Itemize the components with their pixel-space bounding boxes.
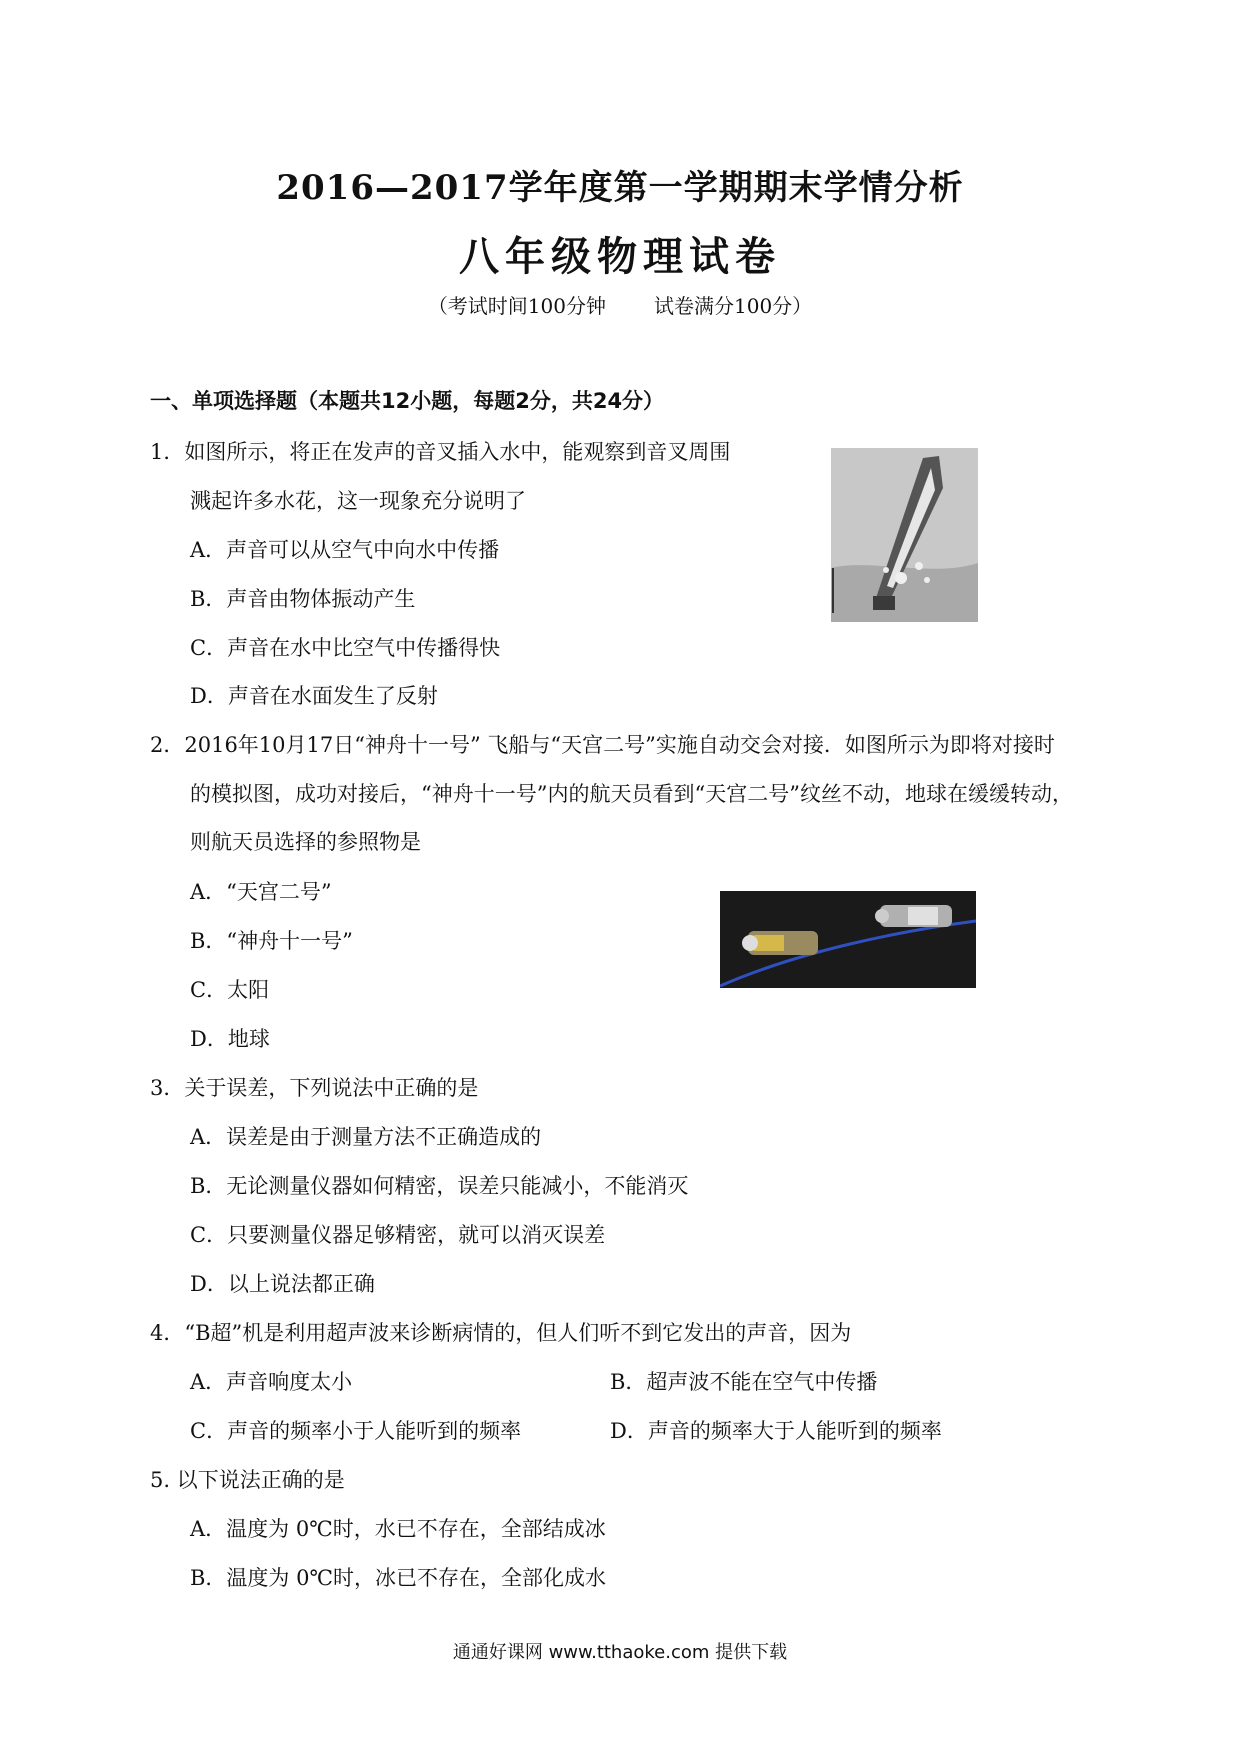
question-2-option-b: B．“神舟十一号” xyxy=(190,929,353,953)
full-score: 试卷满分100分） xyxy=(654,294,813,318)
question-5-option-a: A．温度为 0℃时，水已不存在，全部结成冰 xyxy=(190,1517,606,1541)
question-3-option-d: D．以上说法都正确 xyxy=(190,1272,375,1296)
subject-title: 八年级物理试卷 xyxy=(459,234,781,280)
question-2-option-a: A．“天宫二号” xyxy=(190,880,332,904)
question-4-option-c: C．声音的频率小于人能听到的频率 xyxy=(190,1419,522,1443)
spacecraft-docking-image xyxy=(720,891,976,988)
question-4-option-a: A．声音响度太小 xyxy=(190,1370,353,1394)
question-3-option-c: C．只要测量仪器足够精密，就可以消灭误差 xyxy=(190,1223,606,1247)
question-1-option-d: D．声音在水面发生了反射 xyxy=(190,684,438,708)
question-4-stem-line-1: 4．“B超”机是利用超声波来诊断病情的，但人们听不到它发出的声音，因为 xyxy=(150,1321,852,1345)
section-heading: 一、单项选择题（本题共12小题，每题2分，共24分） xyxy=(150,389,665,413)
question-3-option-b: B．无论测量仪器如何精密，误差只能减小，不能消灭 xyxy=(190,1174,689,1198)
question-1-option-b: B．声音由物体振动产生 xyxy=(190,587,416,611)
exam-time: （考试时间100分钟 xyxy=(427,294,606,318)
exam-title: 2016—2017学年度第一学期期末学情分析 xyxy=(276,168,964,208)
question-2-option-d: D．地球 xyxy=(190,1027,270,1051)
question-1-option-a: A．声音可以从空气中向水中传播 xyxy=(190,538,500,562)
question-3-option-a: A．误差是由于测量方法不正确造成的 xyxy=(190,1125,542,1149)
question-4-option-b: B．超声波不能在空气中传播 xyxy=(610,1370,878,1394)
question-4-option-d: D．声音的频率大于人能听到的频率 xyxy=(610,1419,942,1443)
exam-info xyxy=(0,290,1240,319)
question-2-stem-line-2: 的模拟图，成功对接后，“神舟十一号”内的航天员看到“天宫二号”纹丝不动，地球在缓缓转动， xyxy=(190,782,1073,806)
footer-source-note: 通通好课网 www.tthaoke.com 提供下载 xyxy=(452,1642,788,1663)
question-5-stem-line-1: 5. 以下说法正确的是 xyxy=(150,1468,345,1492)
question-1-stem-line-2: 溅起许多水花，这一现象充分说明了 xyxy=(190,489,526,513)
question-5-option-b: B．温度为 0℃时，冰已不存在，全部化成水 xyxy=(190,1566,606,1590)
question-3-stem-line-1: 3．关于误差，下列说法中正确的是 xyxy=(150,1076,479,1100)
question-1-stem-line-1: 1．如图所示，将正在发声的音叉插入水中，能观察到音叉周围 xyxy=(150,440,731,464)
question-1-option-c: C．声音在水中比空气中传播得快 xyxy=(190,636,501,660)
question-2-stem-line-3: 则航天员选择的参照物是 xyxy=(190,830,421,854)
question-2-stem-line-1: 2．2016年10月17日“神舟十一号” 飞船与“天宫二号”实施自动交会对接．如图所示为即将对接时 xyxy=(150,733,1055,757)
question-2-option-c: C．太阳 xyxy=(190,978,270,1002)
tuning-fork-in-water-image xyxy=(831,448,978,622)
